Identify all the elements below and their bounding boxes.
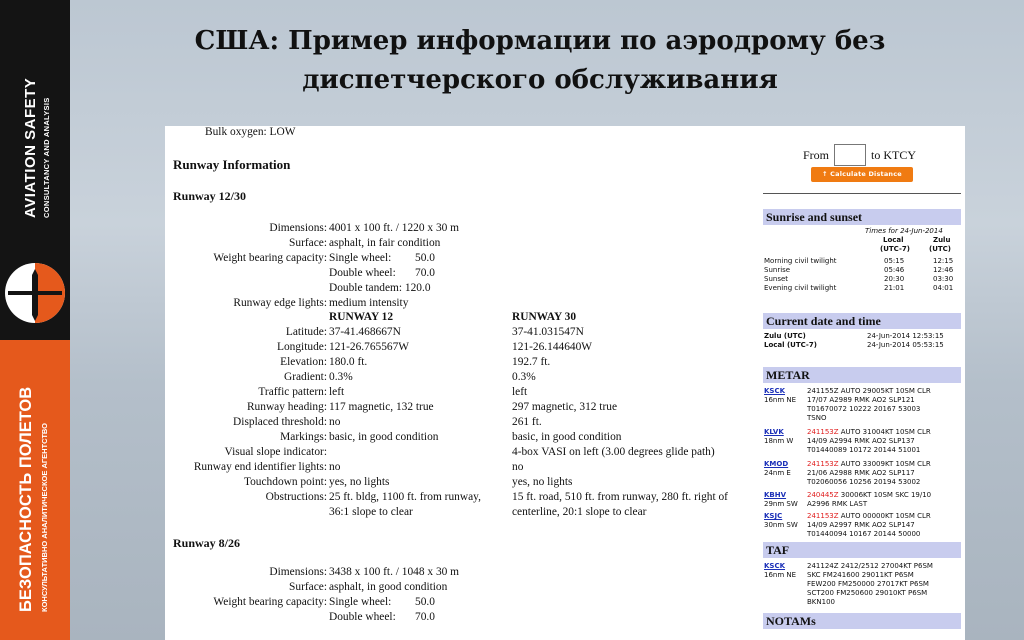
rw2-wbc-single-label: Single wheel: <box>329 596 392 608</box>
metar-line: TSNO <box>807 414 827 422</box>
row-value-rw12: 121-26.765567W <box>329 341 410 353</box>
surface-value: asphalt, in fair condition <box>329 237 441 249</box>
metar-line1 <box>807 387 931 396</box>
row-label: Runway heading: <box>246 401 327 413</box>
brand-subtitle-en: CONSULTANCY AND ANALYSIS <box>42 97 51 218</box>
sun-row-local: 05:15 <box>884 257 905 265</box>
row-value-rw30: left <box>512 386 528 398</box>
metar-distance: 18nm W <box>764 437 794 445</box>
metar-station-link[interactable]: KLVK <box>764 428 784 436</box>
sun-col-local-tz: (UTC-7) <box>880 245 910 253</box>
metar-distance: 30nm SW <box>764 521 798 529</box>
sun-col-local: Local <box>883 236 904 244</box>
surface-label: Surface: <box>289 237 327 249</box>
zulu-time: 24-Jun-2014 12:53:15 <box>867 332 944 340</box>
taf-header: TAF <box>763 542 961 558</box>
dimensions-label: Dimensions: <box>269 222 327 234</box>
row-label: Touchdown point: <box>243 476 327 488</box>
row-label: Runway end identifier lights: <box>193 461 327 473</box>
row-value-rw30: 37-41.031547N <box>512 326 584 338</box>
dimensions-value: 4001 x 100 ft. / 1220 x 30 m <box>329 222 460 234</box>
wbc-label: Weight bearing capacity: <box>213 252 327 264</box>
taf-line: 241124Z 2412/2512 27004KT P6SM <box>807 562 933 570</box>
notams-header: NOTAMs <box>763 613 961 629</box>
row-label: Traffic pattern: <box>258 386 327 398</box>
sunrise-header: Sunrise and sunset <box>763 209 961 225</box>
metar-distance: 29nm SW <box>764 500 798 508</box>
rw2-wbc-double-label: Double wheel: <box>329 611 396 623</box>
metar-station-link[interactable]: KSJC <box>764 512 783 520</box>
row-value-rw12: 25 ft. bldg, 1100 ft. from runway, <box>329 491 481 503</box>
taf-line: SKC FM241600 29011KT P6SM <box>807 571 914 579</box>
taf-station-link[interactable]: KSCK <box>764 562 786 570</box>
wbc-double-value: 70.0 <box>415 267 435 279</box>
metar-line: T02060056 10256 20194 53002 <box>807 478 921 486</box>
bulk-oxygen: Bulk oxygen: LOW <box>205 126 296 138</box>
metar-text: AUTO 33009KT 10SM CLR <box>838 460 931 468</box>
metar-line: 21/06 A2988 RMK AO2 SLP117 <box>807 469 915 477</box>
taf-line: SCT200 FM250600 29010KT P6SM <box>807 589 928 597</box>
metar-time: 241153Z <box>807 460 839 468</box>
metar-station-link[interactable]: KBHV <box>764 491 787 499</box>
metar-line: T01440089 10172 20144 51001 <box>807 446 921 454</box>
airport-info-page <box>165 126 965 640</box>
local-time: 24-Jun-2014 05:53:15 <box>867 341 944 349</box>
sun-row-label: Evening civil twilight <box>764 284 837 292</box>
row-value-rw12: 180.0 ft. <box>329 356 368 368</box>
rw2-wbc-single-value: 50.0 <box>415 596 435 608</box>
from-label: From <box>803 147 830 162</box>
rw2-surface-value: asphalt, in good condition <box>329 581 448 593</box>
row-value-rw12: 0.3% <box>329 371 353 383</box>
runway-12-30-title: Runway 12/30 <box>173 189 247 203</box>
row-value-rw12: no <box>329 461 341 473</box>
rw2-dimensions-value: 3438 x 100 ft. / 1048 x 30 m <box>329 566 460 578</box>
row-value-rw12: no <box>329 416 341 428</box>
metar-distance: 16nm NE <box>764 396 797 404</box>
sun-row-local: 21:01 <box>884 284 905 292</box>
row-value-rw30: 121-26.144640W <box>512 341 593 353</box>
row-value-rw30: 0.3% <box>512 371 536 383</box>
metar-header: METAR <box>763 367 961 383</box>
row-label: Visual slope indicator: <box>224 446 327 458</box>
slide-title-line1: США: Пример информации по аэродрому без <box>194 26 886 56</box>
section-title: Runway Information <box>173 157 291 172</box>
row-value-rw30: 15 ft. road, 510 ft. from runway, 280 ft. right of <box>512 491 728 503</box>
metar-line1 <box>807 428 931 437</box>
zulu-label: Zulu (UTC) <box>764 332 806 340</box>
row-value-rw12: left <box>329 386 345 398</box>
brand-subtitle-ru: КОНСУЛЬТАТИВНО АНАЛИТИЧЕСКОЕ АГЕНТСТВО <box>40 423 49 612</box>
brand-title-en: AVIATION SAFETY <box>22 77 39 218</box>
metar-time: 241153Z <box>807 512 839 520</box>
metar-line: 17/07 A2989 RMK AO2 SLP121 <box>807 396 915 404</box>
edge-lights-value: medium intensity <box>329 297 409 309</box>
row-value-rw30: 297 magnetic, 312 true <box>512 401 618 413</box>
metar-text: AUTO 00000KT 10SM CLR <box>838 512 931 520</box>
row-value-rw30: 4-box VASI on left (3.00 degrees glide path) <box>512 446 715 458</box>
row-value-rw30: basic, in good condition <box>512 431 622 443</box>
wbc-double-label: Double wheel: <box>329 267 396 279</box>
row-value-rw12: 117 magnetic, 132 true <box>329 401 434 413</box>
metar-line: 14/09 A2997 RMK AO2 SLP147 <box>807 521 915 529</box>
metar-line1 <box>807 460 931 469</box>
row-value-rw12: 37-41.468667N <box>329 326 401 338</box>
brand-sidebar <box>0 0 70 640</box>
row-label: Latitude: <box>285 326 327 338</box>
sun-row-label: Sunrise <box>764 266 791 274</box>
brand-bottom <box>0 340 70 640</box>
rw2-wbc-double-value: 70.0 <box>415 611 435 623</box>
sun-row-label: Sunset <box>764 275 789 283</box>
metar-text: AUTO 31004KT 10SM CLR <box>838 428 931 436</box>
sun-times-for: Times for 24-Jun-2014 <box>865 227 943 235</box>
metar-time: 241155Z <box>807 387 839 395</box>
metar-line1 <box>807 512 931 521</box>
brand-top <box>0 0 70 240</box>
edge-lights-label: Runway edge lights: <box>233 297 327 309</box>
row-label: Longitude: <box>277 341 327 353</box>
metar-station-link[interactable]: KSCK <box>764 387 786 395</box>
slide-title-line2: диспетчерского обслуживания <box>302 65 778 95</box>
sun-row-local: 20:30 <box>884 275 905 283</box>
sun-row-local: 05:46 <box>884 266 905 274</box>
row-value-rw12: basic, in good condition <box>329 431 439 443</box>
metar-line: A2996 RMK LAST <box>807 500 868 508</box>
calculate-distance-button[interactable]: ↑ Calculate Distance <box>811 167 913 182</box>
row-value-rw30: 261 ft. <box>512 416 542 428</box>
row-label: Gradient: <box>283 371 327 383</box>
slide-title <box>120 22 960 100</box>
runway-30-header: RUNWAY 30 <box>512 311 577 323</box>
local-label: Local (UTC-7) <box>764 341 817 349</box>
rw2-wbc-label: Weight bearing capacity: <box>213 596 327 608</box>
row-value-rw30: no <box>512 461 524 473</box>
obstruction-30-line2: centerline, 20:1 slope to clear <box>512 506 647 518</box>
metar-distance: 24nm E <box>764 469 791 477</box>
brand-title-ru: БЕЗОПАСНОСТЬ ПОЛЕТОВ <box>17 386 35 612</box>
sun-row-label: Morning civil twilight <box>764 257 837 265</box>
row-value-rw30: yes, no lights <box>512 476 573 488</box>
metar-text: AUTO 29005KT 10SM CLR <box>838 387 931 395</box>
sun-row-zulu: 12:15 <box>933 257 954 265</box>
sun-col-zulu: Zulu <box>933 236 951 244</box>
sun-col-zulu-tz: (UTC) <box>929 245 951 253</box>
divider <box>763 193 961 194</box>
metar-line: T01440094 10167 20144 50000 <box>807 530 921 538</box>
obstruction-12-line2: 36:1 slope to clear <box>329 506 413 518</box>
sun-row-zulu: 04:01 <box>933 284 954 292</box>
taf-line: FEW200 FM250000 27017KT P6SM <box>807 580 929 588</box>
wbc-single-value: 50.0 <box>415 252 435 264</box>
taf-line: BKN100 <box>807 598 835 606</box>
sun-row-zulu: 03:30 <box>933 275 954 283</box>
metar-time: 240445Z <box>807 491 839 499</box>
wbc-tandem: Double tandem: 120.0 <box>329 282 431 294</box>
row-label: Displaced threshold: <box>233 416 327 428</box>
row-label: Obstructions: <box>265 491 327 503</box>
wbc-single-label: Single wheel: <box>329 252 392 264</box>
to-label: to KTCY <box>871 147 917 162</box>
distance-calculator <box>803 144 916 166</box>
brand-logo-icon <box>0 255 70 335</box>
runway-12-header: RUNWAY 12 <box>329 311 394 323</box>
row-value-rw30: 192.7 ft. <box>512 356 551 368</box>
metar-line: T01670072 10222 20167 53003 <box>807 405 921 413</box>
metar-station-link[interactable]: KMOD <box>764 460 789 468</box>
metar-time: 241153Z <box>807 428 839 436</box>
runway-8-26-title: Runway 8/26 <box>173 536 241 550</box>
metar-line1 <box>807 491 931 500</box>
datetime-header: Current date and time <box>763 313 961 329</box>
metar-text: 30006KT 10SM SKC 19/10 <box>838 491 932 499</box>
taf-distance: 16nm NE <box>764 571 797 579</box>
metar-line: 14/09 A2994 RMK AO2 SLP137 <box>807 437 915 445</box>
airport-sidebar <box>761 126 965 640</box>
row-label: Markings: <box>280 431 327 443</box>
from-input[interactable] <box>834 144 866 166</box>
rw2-surface-label: Surface: <box>289 581 327 593</box>
row-value-rw12: yes, no lights <box>329 476 390 488</box>
runway-info-column <box>165 126 760 640</box>
rw2-dimensions-label: Dimensions: <box>269 566 327 578</box>
sun-row-zulu: 12:46 <box>933 266 954 274</box>
row-label: Elevation: <box>280 356 327 368</box>
